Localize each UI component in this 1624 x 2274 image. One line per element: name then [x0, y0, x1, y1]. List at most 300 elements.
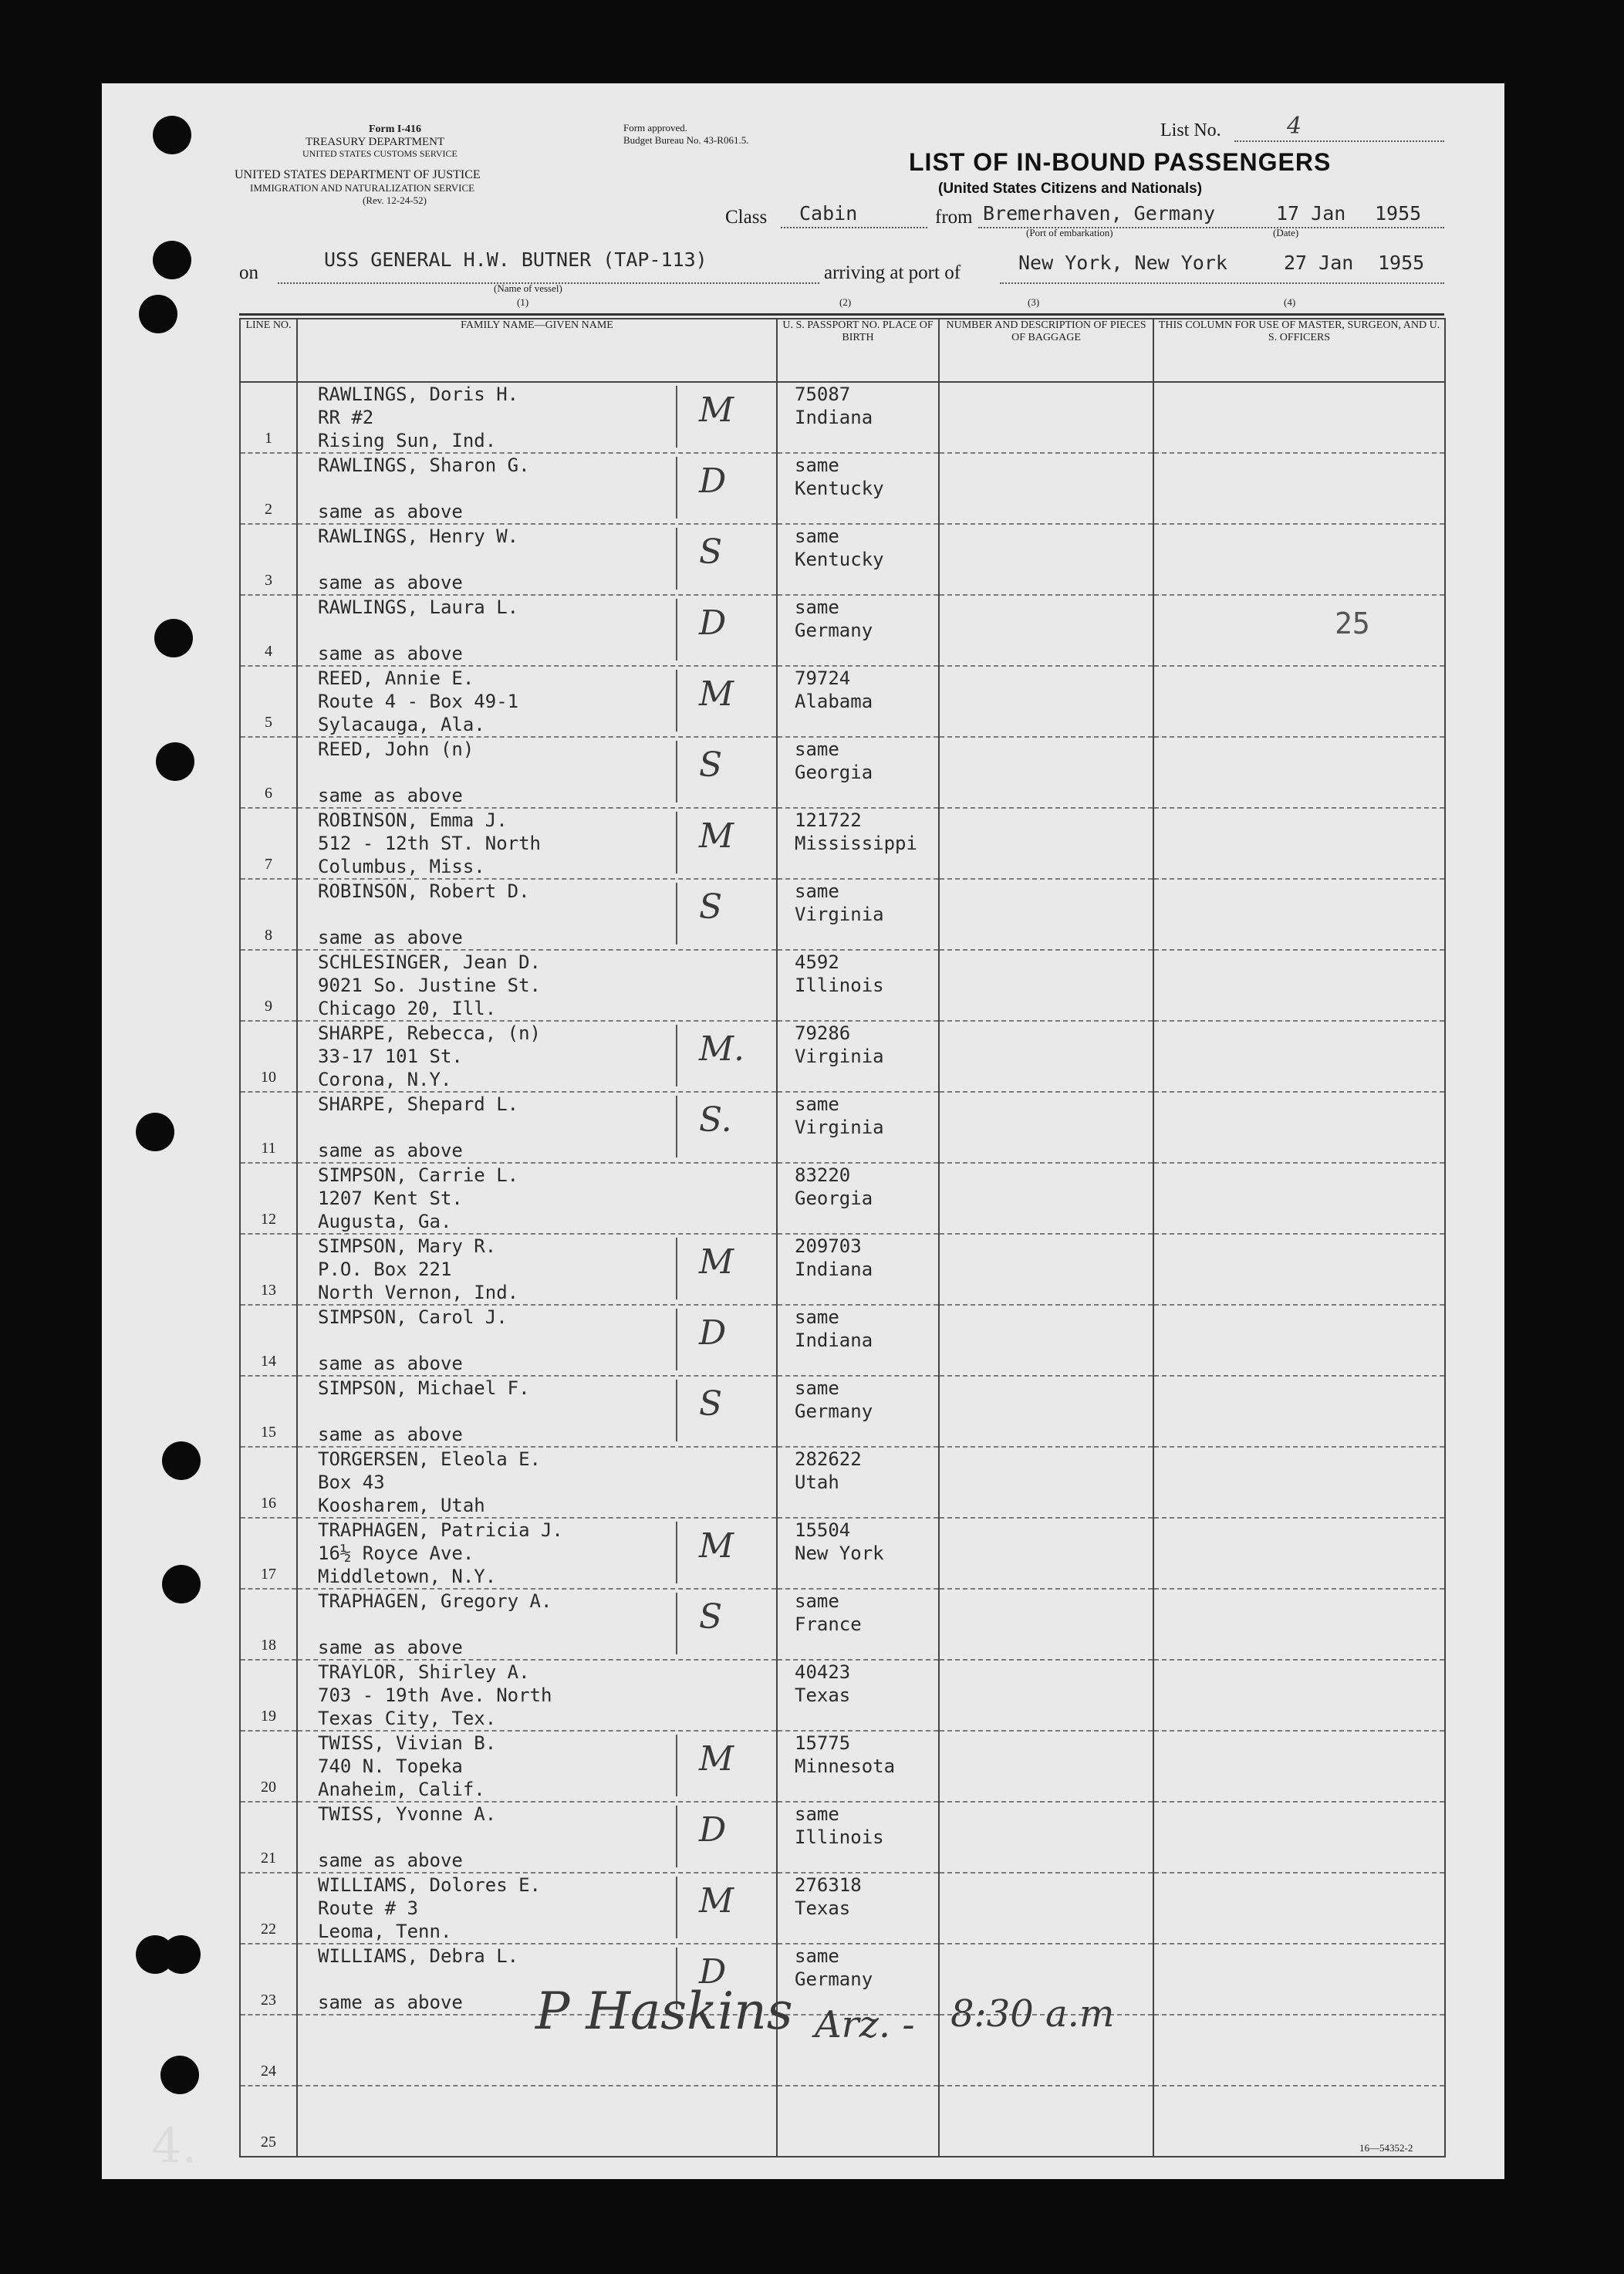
line-number: 11: [261, 1140, 276, 1157]
passenger-name-cell: [297, 1518, 777, 1589]
table-row: [240, 1092, 1445, 1163]
table-row: [240, 524, 1445, 595]
passenger-name-cell: [297, 666, 777, 737]
officers-cell: [1153, 1447, 1445, 1518]
passenger-name: RAWLINGS, Henry W.: [318, 525, 519, 547]
passenger-address-line: [298, 2062, 776, 2085]
arriving-label: arriving at port of: [824, 262, 961, 283]
line-number-cell: [240, 1376, 297, 1447]
line-number-cell: [240, 1163, 297, 1234]
passport-cell: [777, 1305, 939, 1376]
place-of-birth: Germany: [795, 1401, 873, 1422]
port-caption: (Port of embarkation): [1026, 227, 1113, 238]
passenger-name: [298, 2086, 776, 2110]
line-number-cell: [240, 1589, 297, 1660]
passenger-name: TORGERSEN, Eleola E.: [318, 1448, 541, 1470]
place-of-birth: Kentucky: [795, 549, 884, 570]
line-number: 6: [265, 785, 272, 802]
passenger-address-line: RR #2: [318, 407, 374, 428]
table-row: [240, 666, 1445, 737]
passenger-name-cell: [297, 1163, 777, 1234]
line-number: 21: [261, 1850, 276, 1867]
passenger-address-line: Box 43: [318, 1472, 385, 1493]
line-number-cell: [240, 1731, 297, 1802]
vessel-name: USS GENERAL H.W. BUTNER (TAP-113): [324, 248, 707, 271]
class-label: Class: [725, 207, 768, 228]
officers-cell: [1153, 1021, 1445, 1092]
passport-number: same: [795, 454, 839, 476]
passenger-name: RAWLINGS, Doris H.: [318, 384, 519, 405]
passenger-name-cell: [297, 1234, 777, 1305]
passport-cell: [777, 1802, 939, 1873]
embark-year: 1955: [1375, 202, 1422, 225]
officers-cell: [1153, 1802, 1445, 1873]
line-number: 24: [261, 2063, 276, 2080]
footer-code: 16—54352-2: [1359, 2142, 1413, 2154]
passport-cell: [777, 1660, 939, 1731]
place-of-birth: Georgia: [795, 762, 873, 783]
passenger-name-cell: [297, 524, 777, 595]
place-of-birth: Germany: [795, 620, 873, 641]
line-number-cell: [240, 1305, 297, 1376]
table-row: [240, 879, 1445, 950]
place-of-birth: France: [795, 1613, 862, 1635]
passport-number: same: [795, 1590, 839, 1612]
passport-cell: [777, 1518, 939, 1589]
baggage-cell: [939, 1305, 1153, 1376]
passenger-address-line: Chicago 20, Ill.: [318, 998, 497, 1019]
form-approved: Form approved.: [623, 122, 688, 133]
baggage-cell: [939, 382, 1153, 453]
binder-hole: [136, 1113, 174, 1151]
passenger-address-line: same as above: [318, 572, 463, 593]
passenger-name: SHARPE, Shepard L.: [318, 1093, 519, 1115]
passport-number: 79724: [795, 667, 851, 689]
relationship-mark: D: [699, 603, 727, 643]
arrival-port: New York, New York: [1018, 252, 1227, 274]
table-row: [240, 1873, 1445, 1944]
passenger-address-line: same as above: [318, 927, 463, 948]
passenger-name: RAWLINGS, Sharon G.: [318, 454, 530, 476]
table-row: [240, 1660, 1445, 1731]
passenger-name-cell: [297, 1873, 777, 1944]
passport-cell: [777, 950, 939, 1021]
baggage-cell: [939, 1660, 1153, 1731]
passenger-address-line: 512 - 12th ST. North: [318, 833, 541, 854]
binder-hole: [153, 116, 191, 154]
arrival-time: 8:30 a.m: [950, 1992, 1115, 2036]
on-label: on: [239, 262, 258, 283]
passport-number: same: [795, 880, 839, 902]
passport-cell: [777, 1447, 939, 1518]
relationship-mark: M: [699, 1881, 734, 1921]
officers-cell: [1153, 1376, 1445, 1447]
table-row: [240, 453, 1445, 524]
passport-cell: [777, 453, 939, 524]
officers-cell: [1153, 1944, 1445, 2015]
relationship-mark: M: [699, 390, 734, 430]
embark-date: 17 Jan: [1276, 202, 1346, 225]
passenger-name-cell: [297, 1092, 777, 1163]
officers-cell: [1153, 950, 1445, 1021]
baggage-cell: [939, 1163, 1153, 1234]
line-number-cell: [240, 2086, 297, 2157]
binder-hole: [154, 619, 193, 657]
line-number-cell: [240, 1802, 297, 1873]
from-label: from: [935, 207, 973, 228]
passenger-address-line: 33-17 101 St.: [318, 1046, 463, 1067]
passport-number: 40423: [795, 1661, 851, 1683]
table-row: [240, 1589, 1445, 1660]
table-row: [240, 1305, 1445, 1376]
passenger-address-line: Augusta, Ga.: [318, 1211, 452, 1232]
place-of-birth: Indiana: [795, 1259, 873, 1280]
relationship-mark: M: [699, 1739, 734, 1779]
place-of-birth: Texas: [795, 1684, 851, 1706]
table-row: [240, 382, 1445, 453]
line-number: 1: [265, 430, 272, 447]
passenger-address-line: Middletown, N.Y.: [318, 1566, 497, 1587]
baggage-cell: [939, 453, 1153, 524]
officers-cell: [1153, 666, 1445, 737]
place-of-birth: Illinois: [795, 1826, 884, 1848]
officers-cell: [1153, 737, 1445, 808]
line-number: 2: [265, 501, 272, 518]
table-row: [240, 1802, 1445, 1873]
officers-cell: [1153, 1518, 1445, 1589]
baggage-cell: [939, 808, 1153, 879]
passport-number: same: [795, 1803, 839, 1825]
baggage-cell: [939, 524, 1153, 595]
table-row: [240, 808, 1445, 879]
line-number-cell: [240, 524, 297, 595]
passport-cell: [777, 808, 939, 879]
passenger-address-line: 703 - 19th Ave. North: [318, 1684, 552, 1706]
line-number-cell: [240, 1660, 297, 1731]
relationship-mark: D: [699, 1810, 727, 1850]
dept-treasury: TREASURY DEPARTMENT: [306, 136, 445, 148]
line-number: 9: [265, 998, 272, 1015]
officers-cell: [1153, 595, 1445, 666]
passenger-name: SHARPE, Rebecca, (n): [318, 1022, 541, 1044]
passport-number: 75087: [795, 384, 851, 405]
place-of-birth: Alabama: [795, 691, 873, 712]
binder-hole: [153, 241, 191, 279]
line-number: 17: [261, 1566, 276, 1583]
officers-cell: [1153, 879, 1445, 950]
passport-cell: [777, 666, 939, 737]
officers-cell: [1153, 524, 1445, 595]
header-officers: THIS COLUMN FOR USE OF MASTER, SURGEON, AND U. S. OFFICERS: [1153, 319, 1445, 382]
passport-cell: [777, 737, 939, 808]
passenger-address-line: 1207 Kent St.: [318, 1188, 463, 1209]
passenger-address-line: 740 N. Topeka: [318, 1755, 463, 1777]
place-of-birth: Kentucky: [795, 478, 884, 499]
passenger-name: SCHLESINGER, Jean D.: [318, 951, 541, 973]
line-number-cell: [240, 950, 297, 1021]
passenger-name: TRAYLOR, Shirley A.: [318, 1661, 530, 1683]
place-of-birth: Germany: [795, 1968, 873, 1990]
passport-cell: [777, 879, 939, 950]
passenger-address-line: Columbus, Miss.: [318, 856, 485, 877]
line-number-cell: [240, 1447, 297, 1518]
page-title: LIST OF IN-BOUND PASSENGERS: [909, 148, 1332, 176]
header-line-no: LINE NO.: [240, 319, 297, 382]
relationship-mark: M: [699, 1242, 734, 1282]
line-number: 12: [261, 1211, 276, 1228]
officer-stamp-number: 25: [1335, 607, 1370, 640]
passport-number: 15775: [795, 1732, 851, 1754]
passenger-address-line: P.O. Box 221: [318, 1259, 452, 1280]
column-number-1: (1): [517, 296, 529, 308]
header-baggage: NUMBER AND DESCRIPTION OF PIECES OF BAGGAGE: [939, 319, 1153, 382]
passenger-name-cell: [297, 950, 777, 1021]
passport-cell: [777, 1092, 939, 1163]
line-number: 25: [261, 2134, 276, 2151]
line-number-cell: [240, 1092, 297, 1163]
dept-justice: UNITED STATES DEPARTMENT OF JUSTICE: [235, 168, 481, 181]
table-row: [240, 2086, 1445, 2157]
officers-cell: [1153, 1873, 1445, 1944]
line-number: 7: [265, 856, 272, 873]
line-number-cell: [240, 595, 297, 666]
passport-cell: [777, 1234, 939, 1305]
passenger-name: REED, John (n): [318, 738, 474, 760]
passport-number: 15504: [795, 1519, 851, 1541]
line-number-cell: [240, 1021, 297, 1092]
passenger-name: TWISS, Yvonne A.: [318, 1803, 497, 1825]
place-of-birth: Virginia: [795, 1046, 884, 1067]
line-number: 3: [265, 572, 272, 589]
passenger-address-line: same as above: [318, 1140, 463, 1161]
binder-hole: [162, 1441, 201, 1480]
line-number: 23: [261, 1992, 276, 2009]
passenger-name-cell: [297, 1376, 777, 1447]
passenger-name-cell: [297, 879, 777, 950]
passenger-name-cell: [297, 382, 777, 453]
passenger-name-cell: [297, 1802, 777, 1873]
line-number-cell: [240, 453, 297, 524]
line-number-cell: [240, 808, 297, 879]
officers-cell: [1153, 1305, 1445, 1376]
place-of-birth: Illinois: [795, 975, 884, 996]
binder-hole: [162, 1935, 201, 1974]
relationship-mark: M: [699, 1526, 734, 1566]
passenger-name-cell: [297, 1021, 777, 1092]
page-subtitle: (United States Citizens and Nationals): [938, 181, 1203, 197]
line-number: 10: [261, 1069, 276, 1086]
passenger-address-line: same as above: [318, 1353, 463, 1374]
passport-cell: [777, 595, 939, 666]
place-of-birth: New York: [795, 1542, 884, 1564]
passenger-address-line: Texas City, Tex.: [318, 1708, 497, 1729]
list-no-value: 4: [1287, 113, 1302, 140]
passport-number: same: [795, 1306, 839, 1328]
relationship-mark: S: [699, 1384, 723, 1424]
class-value: Cabin: [799, 202, 858, 225]
dept-immigration: IMMIGRATION AND NATURALIZATION SERVICE: [250, 182, 475, 194]
passport-number: same: [795, 1093, 839, 1115]
passenger-name-cell: [297, 808, 777, 879]
line-number: 19: [261, 1708, 276, 1725]
passenger-address-line: same as above: [318, 643, 463, 664]
passenger-name: SIMPSON, Carrie L.: [318, 1164, 519, 1186]
officers-cell: [1153, 1092, 1445, 1163]
baggage-cell: [939, 666, 1153, 737]
passenger-name-cell: [297, 1731, 777, 1802]
officers-cell: [1153, 2015, 1445, 2086]
passenger-address-line: Sylacauga, Ala.: [318, 714, 485, 735]
passenger-address-line: 16½ Royce Ave.: [318, 1542, 474, 1564]
line-number: 16: [261, 1495, 276, 1512]
line-number-cell: [240, 1944, 297, 2015]
passport-number: 282622: [795, 1448, 862, 1470]
passport-cell: [777, 382, 939, 453]
officers-cell: [1153, 1589, 1445, 1660]
officers-cell: [1153, 1234, 1445, 1305]
relationship-mark: D: [699, 1313, 727, 1353]
line-number-cell: [240, 1873, 297, 1944]
place-of-birth: Texas: [795, 1897, 851, 1919]
passenger-address-line: Route 4 - Box 49-1: [318, 691, 519, 712]
column-number-2: (2): [839, 296, 852, 308]
baggage-cell: [939, 737, 1153, 808]
list-no-label: List No.: [1160, 120, 1221, 140]
passenger-address-line: same as above: [318, 1637, 463, 1658]
line-number: 5: [265, 714, 272, 731]
arrival-date: 27 Jan: [1284, 252, 1354, 274]
passenger-name: WILLIAMS, Dolores E.: [318, 1874, 541, 1896]
passenger-address-line: same as above: [318, 1424, 463, 1445]
table-row: [240, 1731, 1445, 1802]
line-number-cell: [240, 382, 297, 453]
place-of-birth: Virginia: [795, 1117, 884, 1138]
passenger-name: TWISS, Vivian B.: [318, 1732, 497, 1754]
table-row: [240, 1518, 1445, 1589]
passenger-address-line: same as above: [318, 1850, 463, 1871]
officers-cell: [1153, 808, 1445, 879]
relationship-mark: S.: [699, 1100, 732, 1140]
relationship-mark: M.: [699, 1029, 745, 1069]
passenger-address-line: North Vernon, Ind.: [318, 1282, 519, 1303]
officers-cell: [1153, 1731, 1445, 1802]
relationship-mark: M: [699, 816, 734, 856]
line-number-cell: [240, 666, 297, 737]
passport-cell: [777, 1731, 939, 1802]
table-row: [240, 1234, 1445, 1305]
baggage-cell: [939, 1447, 1153, 1518]
passenger-address-line: Koosharem, Utah: [318, 1495, 485, 1516]
table-row: [240, 595, 1445, 666]
officer-signature: P Haskins: [535, 1982, 793, 2041]
passenger-name: SIMPSON, Mary R.: [318, 1235, 497, 1257]
line-number-cell: [240, 879, 297, 950]
passenger-address-line: Anaheim, Calif.: [318, 1779, 485, 1800]
signature-note: Arz. -: [815, 2003, 915, 2046]
place-of-birth: Mississippi: [795, 833, 917, 854]
header-name: FAMILY NAME—GIVEN NAME: [297, 319, 777, 382]
passport-number: same: [795, 1377, 839, 1399]
passport-cell: [777, 1376, 939, 1447]
binder-hole: [139, 295, 177, 333]
binder-hole: [156, 742, 194, 781]
line-number: 14: [261, 1353, 276, 1370]
revision-date: (Rev. 12-24-52): [363, 194, 427, 206]
line-number-cell: [240, 1518, 297, 1589]
passport-cell: [777, 1589, 939, 1660]
baggage-cell: [939, 950, 1153, 1021]
passenger-name-cell: [297, 1589, 777, 1660]
officers-cell: [1153, 382, 1445, 453]
passport-number: same: [795, 525, 839, 547]
passport-number: 276318: [795, 1874, 862, 1896]
passenger-address-line: same as above: [318, 785, 463, 806]
passenger-address-line: [298, 2133, 776, 2156]
passenger-name: TRAPHAGEN, Patricia J.: [318, 1519, 563, 1541]
header-passport: U. S. PASSPORT NO. PLACE OF BIRTH: [777, 319, 939, 382]
relationship-mark: S: [699, 532, 723, 572]
table-row: [240, 1163, 1445, 1234]
margin-number: 4.: [151, 2117, 198, 2174]
line-number: 13: [261, 1282, 276, 1299]
arrival-year: 1955: [1378, 252, 1425, 274]
officers-cell: [1153, 1660, 1445, 1731]
passport-number: 79286: [795, 1022, 851, 1044]
officers-cell: [1153, 1163, 1445, 1234]
baggage-cell: [939, 1589, 1153, 1660]
passport-cell: [777, 2086, 939, 2157]
binder-hole: [162, 1565, 201, 1603]
passport-cell: [777, 1163, 939, 1234]
dept-customs: UNITED STATES CUSTOMS SERVICE: [302, 148, 457, 159]
passport-cell: [777, 1873, 939, 1944]
relationship-mark: D: [699, 461, 727, 501]
place-of-birth: Utah: [795, 1472, 839, 1493]
form-number: Form I-416: [369, 123, 422, 135]
line-number: 15: [261, 1424, 276, 1441]
passport-number: 4592: [795, 951, 839, 973]
passenger-address-line: 9021 So. Justine St.: [318, 975, 541, 996]
line-number-cell: [240, 1234, 297, 1305]
passenger-name-cell: [297, 1660, 777, 1731]
passport-number: same: [795, 738, 839, 760]
passenger-name-cell: [297, 453, 777, 524]
passenger-address-line: Route # 3: [318, 1897, 419, 1919]
passport-cell: [777, 524, 939, 595]
passenger-name-cell: [297, 2086, 777, 2157]
table-row: [240, 737, 1445, 808]
baggage-cell: [939, 1021, 1153, 1092]
place-of-birth: Indiana: [795, 407, 873, 428]
baggage-cell: [939, 1092, 1153, 1163]
passenger-name: ROBINSON, Emma J.: [318, 809, 508, 831]
passenger-address-line: [298, 2110, 776, 2133]
relationship-mark: S: [699, 745, 723, 785]
baggage-cell: [939, 1802, 1153, 1873]
line-number: 4: [265, 643, 272, 660]
line-number: 8: [265, 927, 272, 944]
line-number: 18: [261, 1637, 276, 1654]
budget-bureau: Budget Bureau No. 43-R061.5.: [623, 134, 749, 146]
passport-number: 209703: [795, 1235, 862, 1257]
baggage-cell: [939, 1518, 1153, 1589]
passenger-address-line: same as above: [318, 501, 463, 522]
passenger-name-cell: [297, 1447, 777, 1518]
embark-port: Bremerhaven, Germany: [983, 202, 1216, 225]
passenger-name: ROBINSON, Robert D.: [318, 880, 530, 902]
place-of-birth: [778, 2110, 938, 2133]
passenger-address-line: Leoma, Tenn.: [318, 1921, 452, 1942]
